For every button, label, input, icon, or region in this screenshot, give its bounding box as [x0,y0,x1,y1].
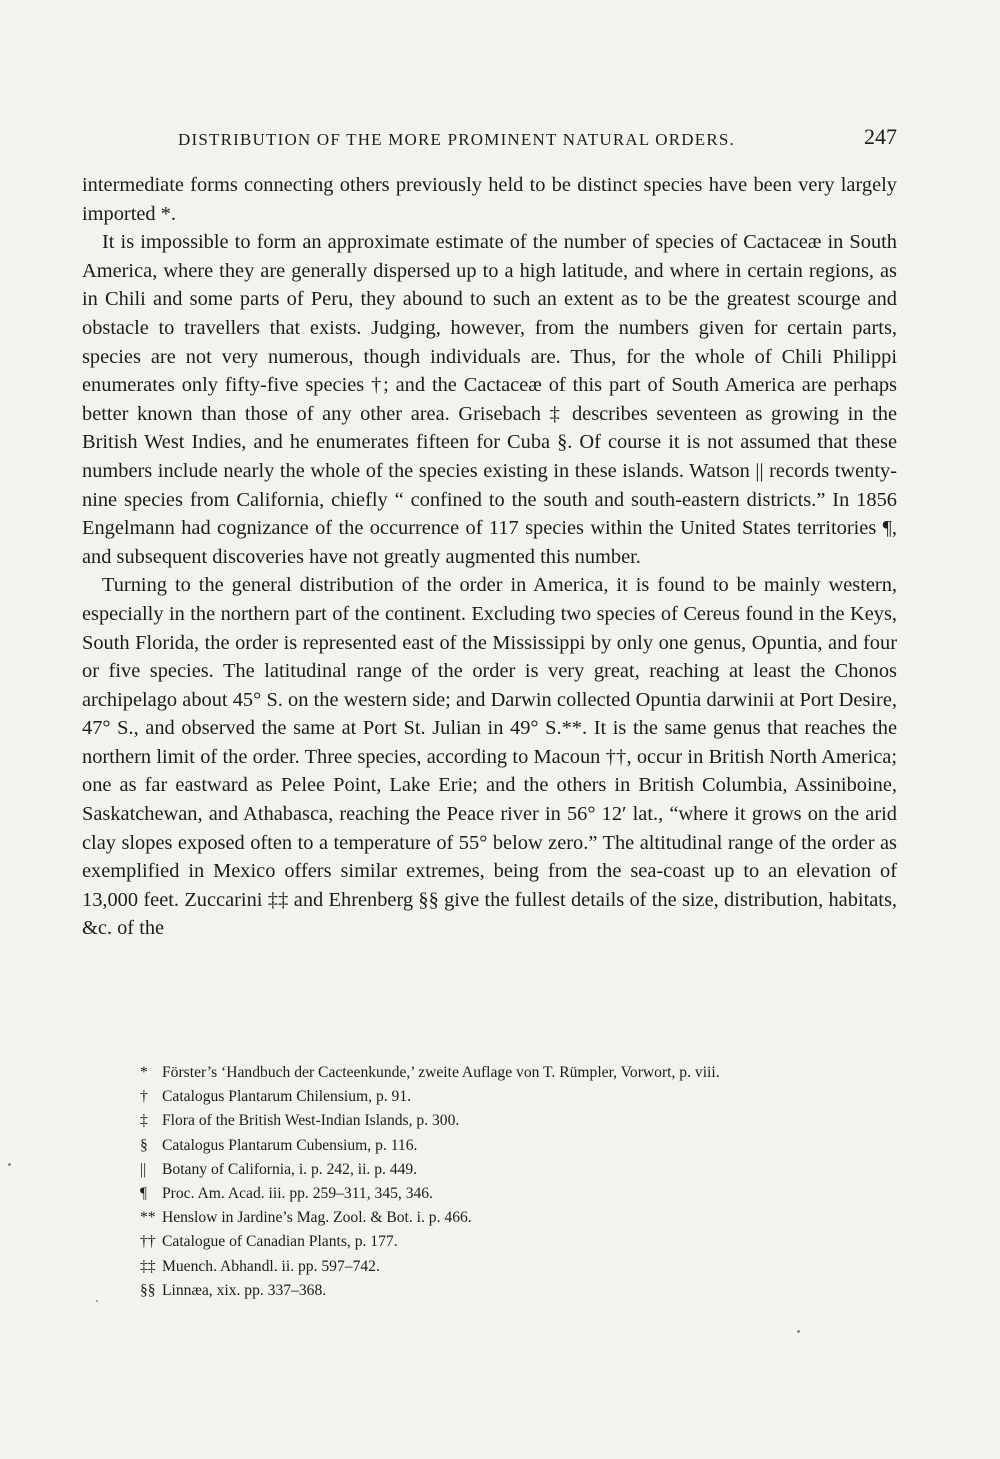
footnote-text: Förster’s ‘Handbuch der Cacteenkunde,’ zweite Auflage von T. Rümpler, Vorwort, p. viii. [162,1064,720,1081]
footnote-mark: * [140,1064,148,1081]
paragraph: Turning to the general distribution of the order in America, it is found to be mainly western, especially in the northern part of the continent. Excluding two species of Cereus found in the Keys, South Florida, the order is represented east of the Mississippi by only one genus, Opuntia, and four or five species. The latitudinal range of the order is very great, reaching at least the Chonos archipelago about 45° S. on the western side; and Darwin collected Opuntia darwinii at Port Desire, 47° S., and observed the same at Port St. Julian in 49° S.**. It is the same genus that reaches the northern limit of the order. Three species, according to Macoun ††, occur in British North America; one as far eastward as Pelee Point, Lake Erie; and the others in British Columbia, Assiniboine, Saskatchewan, and Athabasca, reaching the Peace river in 56° 12′ lat., “where it grows on the arid clay slopes exposed often to a temperature of 55° below zero.” The altitudinal range of the order as exemplified in Mexico offers similar extremes, being from the sea-coast up to an elevation of 13,000 feet. Zuccarini ‡‡ and Ehrenberg §§ give the fullest details of the size, distribution, habitats, &c. of the [82,574,897,940]
paper-speck [8,1163,11,1166]
footnote [140,1109,880,1133]
paragraph: intermediate forms connecting others previously held to be distinct species have been very largely imported *. [82,174,897,225]
footnote [140,1279,880,1303]
footnote-mark: || [140,1160,147,1178]
footnote [140,1182,880,1206]
footnote-mark: †† [140,1233,156,1251]
footnote-mark: ** [140,1209,156,1227]
paper-speck [96,1300,98,1302]
running-title: DISTRIBUTION OF THE MORE PROMINENT NATURAL ORDERS. [178,130,735,149]
footnote [140,1206,880,1230]
body-text [82,171,897,943]
footnote [140,1158,880,1182]
footnote [140,1230,880,1254]
footnote-text: Proc. Am. Acad. iii. pp. 259–311, 345, 346. [162,1185,434,1203]
footnote-text: Linnæa, xix. pp. 337–368. [162,1281,327,1299]
page-number: 247 [864,124,897,149]
paragraph: It is impossible to form an approximate estimate of the number of species of Cactaceæ in South America, where they are generally dispersed up to a high latitude, and where in certain regions, as in Chili and some parts of Peru, they abound to such an extent as to be the greatest scourge and obstacle to travellers that exists. Judging, however, from the numbers given for certain parts, species are not very numerous, though individuals are. Thus, for the whole of Chili Philippi enumerates only fifty-five species †; and the Cactaceæ of this part of South America are perhaps better known than those of any other area. Grisebach ‡ describes seventeen as growing in the British West Indies, and he enumerates fifteen for Cuba §. Of course it is not assumed that these numbers include nearly the whole of the species existing in these islands. Watson || records twenty-nine species from California, chiefly “ confined to the south and south-eastern districts.” In 1856 Engelmann had cognizance of the occurrence of 117 species within the United States territories ¶, and subsequent discoveries have not greatly augmented this number. [82,231,897,568]
paper-speck [797,1330,800,1333]
footnote-text: Catalogus Plantarum Cubensium, p. 116. [162,1136,418,1154]
footnote [140,1134,880,1158]
footnotes [140,1061,880,1303]
footnote-text: Muench. Abhandl. ii. pp. 597–742. [162,1257,380,1275]
footnote [140,1085,880,1109]
footnote-text: Catalogue of Canadian Plants, p. 177. [162,1233,398,1251]
footnote-text: Catalogus Plantarum Chilensium, p. 91. [162,1088,412,1106]
footnote-mark: §§ [140,1281,156,1299]
footnote-mark: † [140,1088,148,1106]
footnote [140,1061,880,1085]
footnote-mark: ¶ [140,1185,148,1203]
footnote-text: Botany of California, i. p. 242, ii. p. 449. [162,1160,418,1178]
footnote-mark: § [140,1136,148,1154]
footnote [140,1255,880,1279]
footnote-mark: ‡‡ [140,1257,156,1275]
footnote-mark: ‡ [140,1112,148,1130]
running-head [82,124,897,160]
footnote-text: Flora of the British West-Indian Islands, p. 300. [162,1112,460,1130]
footnote-text: Henslow in Jardine’s Mag. Zool. & Bot. i. p. 466. [162,1209,472,1227]
